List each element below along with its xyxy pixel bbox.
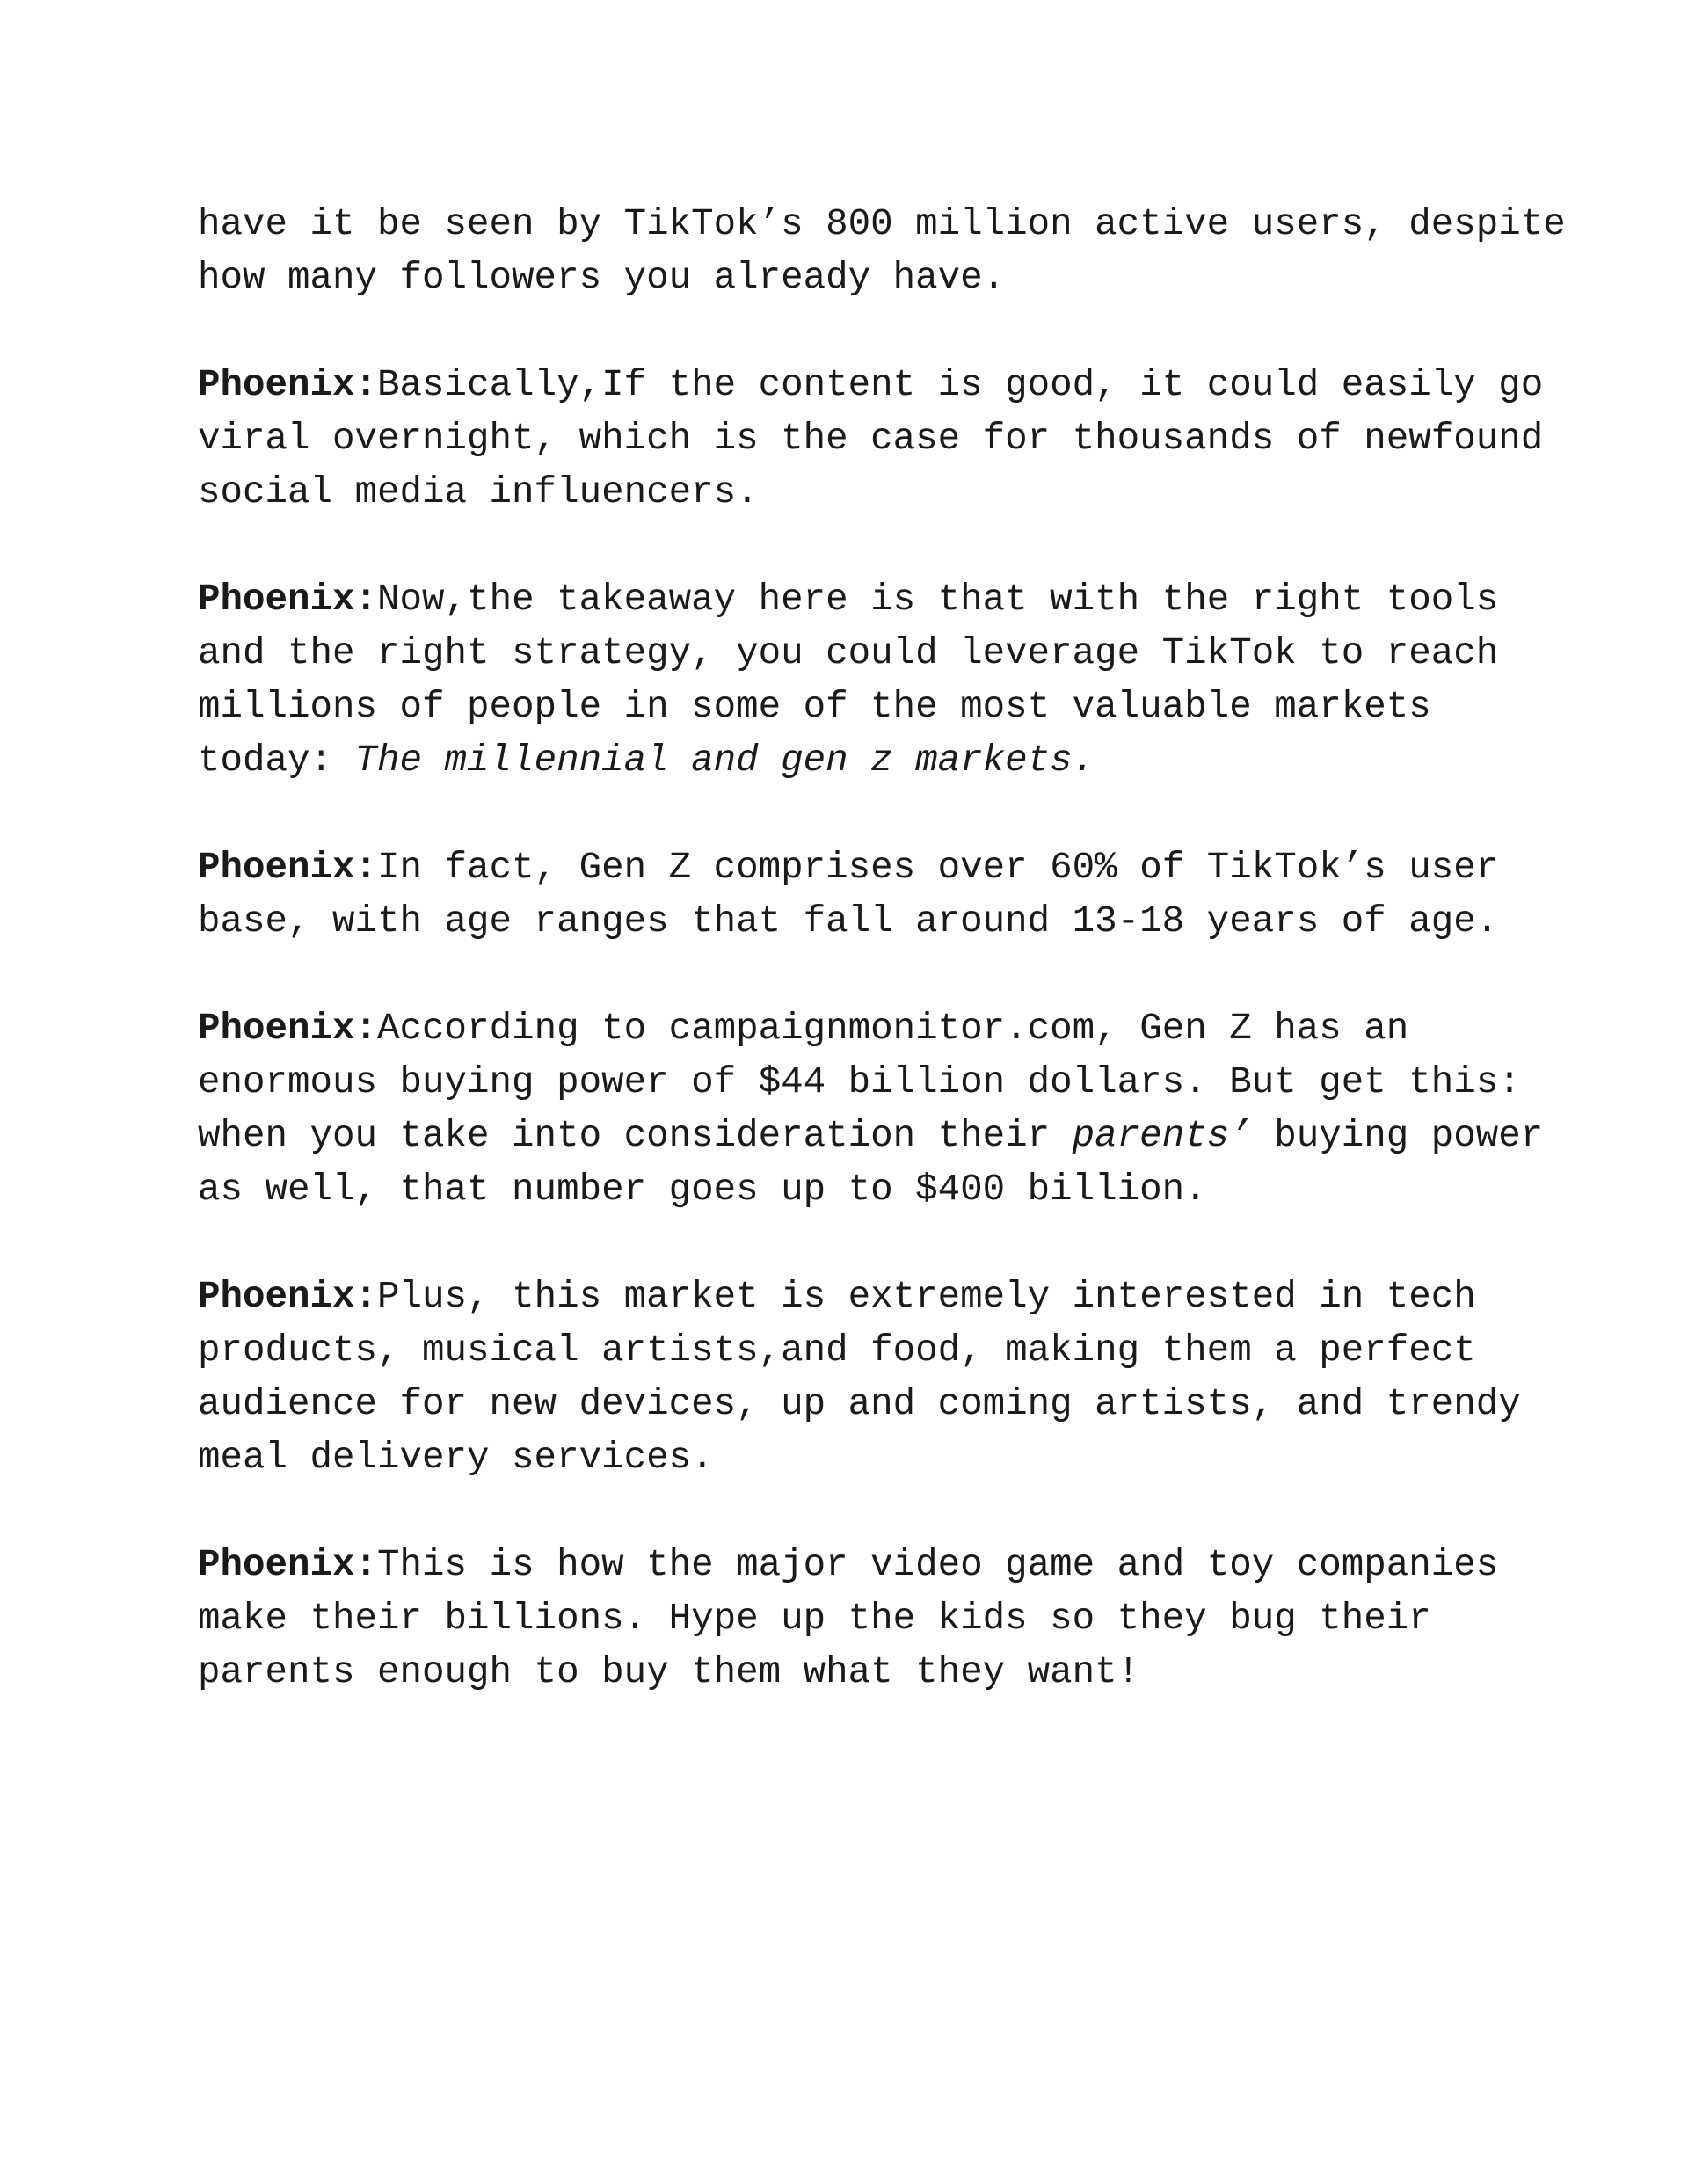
speaker-label: Phoenix: [198, 1008, 378, 1050]
paragraph-text: In fact, Gen Z comprises over 60% of TikTok’s user base, with age ranges that fall around 13-18 years of age. [198, 847, 1499, 943]
paragraph-text: This is how the major video game and toy companies make their billions. Hype up the kids so they bug their parents enough to buy them what they want! [198, 1544, 1499, 1693]
paragraph-1 [198, 198, 1569, 305]
paragraph-text: have it be seen by TikTok’s 800 million active users, despite how many followers you already have. [198, 203, 1566, 299]
paragraph-4 [198, 841, 1569, 949]
paragraph-text: According to campaignmonitor.com, Gen Z has an enormous buying power of $44 billion dollars. But get this: when you take into consideration their [198, 1008, 1521, 1157]
speaker-label: Phoenix: [198, 1544, 378, 1586]
italic-text: parents’ [1072, 1115, 1252, 1157]
paragraph-text: buying power as well, that number goes up to $400 billion. [198, 1115, 1544, 1211]
paragraph-text: Basically,If the content is good, it could easily go viral overnight, which is the case for thousands of newfound social media influencers. [198, 364, 1544, 513]
speaker-label: Phoenix: [198, 847, 378, 889]
speaker-label: Phoenix: [198, 1276, 378, 1318]
paragraph-3 [198, 573, 1569, 788]
speaker-label: Phoenix: [198, 579, 378, 621]
paragraph-text: Plus, this market is extremely interested in tech products, musical artists,and food, making them a perfect audience for new devices, up and coming artists, and trendy meal delivery services. [198, 1276, 1521, 1479]
italic-text: The millennial and gen z markets. [354, 739, 1095, 782]
paragraph-2 [198, 359, 1569, 520]
speaker-label: Phoenix: [198, 364, 378, 406]
paragraph-6 [198, 1270, 1569, 1485]
script-body [198, 198, 1569, 1753]
paragraph-7 [198, 1539, 1569, 1700]
paragraph-5 [198, 1002, 1569, 1217]
paragraph-text: Now,the takeaway here is that with the right tools and the right strategy, you could leverage TikTok to reach millions of people in some of the most valuable markets today: [198, 579, 1499, 782]
